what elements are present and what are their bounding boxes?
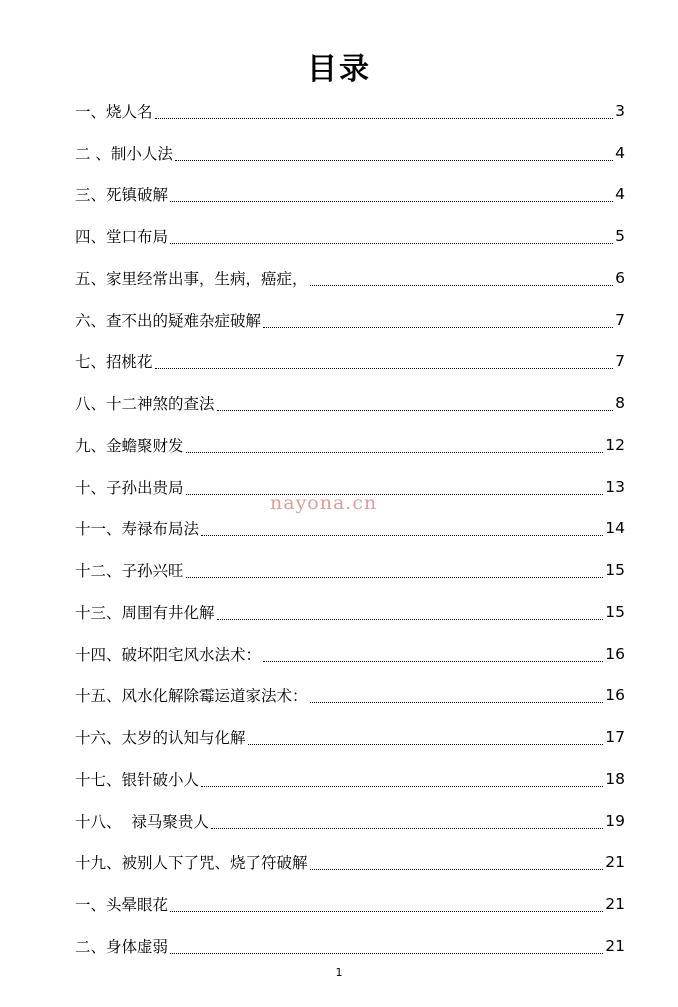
toc-list [75,90,625,967]
toc-entry-page: 8 [615,394,625,413]
toc-entry-label: 十九、被别人下了咒、烧了符破解 [75,854,308,873]
toc-entry[interactable] [75,257,625,299]
toc-entry-label: 十三、周围有井化解 [75,603,215,622]
toc-leader-dots [263,327,613,328]
toc-entry-label: 八、十二神煞的查法 [75,395,215,414]
toc-leader-dots [310,702,604,703]
toc-entry[interactable] [75,883,625,925]
toc-entry[interactable] [75,424,625,466]
toc-leader-dots [155,118,614,119]
toc-entry-label: 九、金蟾聚财发 [75,436,184,455]
toc-entry-label: 十五、风水化解除霉运道家法术： [75,687,308,706]
toc-entry[interactable] [75,800,625,842]
toc-leader-dots [201,786,603,787]
toc-entry-page: 4 [615,185,625,204]
toc-leader-dots [211,828,603,829]
toc-entry-label: 十四、破坏阳宅风水法术： [75,645,262,664]
toc-leader-dots [186,452,604,453]
toc-entry[interactable] [75,299,625,341]
toc-leader-dots [201,535,603,536]
toc-entry-page: 16 [605,686,625,705]
toc-entry-label: 六、查不出的疑难杂症破解 [75,311,262,330]
toc-entry[interactable] [75,842,625,884]
toc-leader-dots [263,661,603,662]
toc-leader-dots [155,368,614,369]
toc-entry[interactable] [75,549,625,591]
toc-leader-dots [170,953,603,954]
toc-leader-dots [217,619,604,620]
toc-entry-label: 二、身体虚弱 [75,937,169,956]
toc-entry-page: 15 [605,602,625,621]
toc-entry-label: 三、死镇破解 [75,186,169,205]
toc-entry-label: 二 、制小人法 [75,144,173,163]
toc-entry[interactable] [75,90,625,132]
toc-entry-page: 15 [605,561,625,580]
toc-entry-label: 十、子孙出贵局 [75,478,184,497]
toc-entry[interactable] [75,716,625,758]
toc-entry[interactable] [75,675,625,717]
toc-entry-page: 21 [605,936,625,955]
toc-entry-page: 6 [615,268,625,287]
toc-entry[interactable] [75,382,625,424]
toc-leader-dots [217,410,614,411]
toc-leader-dots [186,494,604,495]
toc-entry[interactable] [75,633,625,675]
toc-entry-page: 12 [605,435,625,454]
toc-entry-page: 4 [615,143,625,162]
toc-entry-page: 18 [605,769,625,788]
toc-entry[interactable] [75,174,625,216]
toc-entry-label: 一、烧人名 [75,102,153,121]
toc-entry[interactable] [75,591,625,633]
toc-entry-page: 19 [605,811,625,830]
toc-entry-label: 四、堂口布局 [75,228,169,247]
toc-leader-dots [170,911,603,912]
toc-leader-dots [170,243,613,244]
toc-entry[interactable] [75,925,625,967]
toc-entry-page: 16 [605,644,625,663]
watermark: nayona.cn [270,492,378,514]
page-number: 1 [335,966,343,979]
toc-entry-page: 7 [615,352,625,371]
toc-entry-page: 13 [605,477,625,496]
toc-leader-dots [310,285,614,286]
toc-leader-dots [248,744,604,745]
toc-entry-label: 十一、寿禄布局法 [75,520,200,539]
toc-entry-page: 21 [605,895,625,914]
toc-entry-page: 5 [615,227,625,246]
toc-entry-page: 21 [605,853,625,872]
toc-entry-page: 3 [615,101,625,120]
toc-entry[interactable] [75,215,625,257]
toc-title: 目录 [307,52,371,87]
toc-entry-label: 十七、银针破小人 [75,770,200,789]
toc-entry-label: 五、家里经常出事，生病，癌症， [75,269,308,288]
toc-entry[interactable] [75,132,625,174]
toc-leader-dots [175,160,613,161]
toc-entry-label: 十八、 禄马聚贵人 [75,812,209,831]
toc-entry-page: 7 [615,310,625,329]
toc-entry[interactable] [75,758,625,800]
toc-leader-dots [310,869,604,870]
toc-entry-label: 一、头晕眼花 [75,896,169,915]
toc-entry-label: 七、招桃花 [75,353,153,372]
toc-entry-label: 十六、太岁的认知与化解 [75,729,246,748]
toc-entry[interactable] [75,341,625,383]
toc-leader-dots [186,577,604,578]
toc-leader-dots [170,201,613,202]
toc-entry-page: 17 [605,728,625,747]
toc-entry-page: 14 [605,519,625,538]
toc-entry-label: 十二、子孙兴旺 [75,562,184,581]
